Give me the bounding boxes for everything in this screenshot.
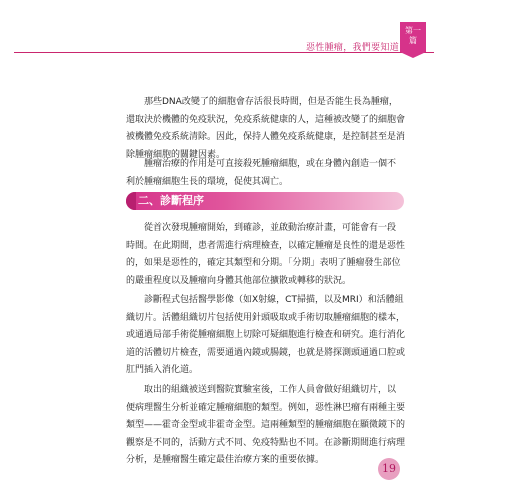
paragraph-line: 時間。在此期間，患者需進行病理檢查，以確定腫瘤是良性的還是惡性	[126, 240, 406, 251]
paragraph-dna-immune	[126, 94, 410, 164]
section-heading-edge	[126, 192, 136, 210]
paragraph-line: 分析，是腫瘤醫生確定最佳治療方案的重要依據。	[126, 455, 325, 466]
paragraph-line: 診斷程式包括醫學影像（如X射線，CT掃描，以及MRI）和活體組	[144, 295, 404, 305]
page-number: 19	[378, 458, 400, 480]
paragraph-line: 道的活體切片檢查，需要通過內鏡或腸鏡，也就是將探測頭通過口腔或	[126, 347, 406, 358]
paragraph-line: 的，如果是惡性的，確定其類型和分期。「分期」表明了腫瘤發生部位	[126, 258, 401, 269]
paragraph-line: 類型——霍奇金型或非霍奇金型。這兩種類型的腫瘤細胞在顯微鏡下的	[126, 420, 406, 431]
paragraph-line: 觀察是不同的，活動方式不同、免疫特點也不同。在診斷期間進行病理	[126, 437, 406, 448]
paragraph-line: 那些DNA改變了的細胞會存活很長時間，但是否能生長為腫瘤，	[144, 97, 398, 107]
paragraph-treatment-role	[126, 156, 410, 191]
paragraph-line: 被機體免疫系統清除。因此，保持人體免疫系統健康，是控制甚至是消	[126, 132, 406, 143]
paragraph-diagnostic-procedures	[126, 292, 410, 380]
paragraph-lab-analysis	[126, 382, 410, 470]
chapter-badge	[400, 22, 426, 52]
paragraph-line: 的嚴重程度以及腫瘤向身體其他部位擴散或轉移的狀況。	[126, 275, 352, 286]
paragraph-line: 織切片。活體組織切片包括使用針頭吸取或手術切取腫瘤細胞的樣本，	[126, 312, 406, 323]
section-heading-title: 二、診斷程序	[138, 194, 204, 207]
chapter-badge-line1: 第一	[405, 26, 421, 35]
section-heading	[126, 192, 404, 210]
paragraph-line: 便病理醫生分析並確定腫瘤細胞的類型。例如，惡性淋巴瘤有兩種主要	[126, 402, 406, 413]
paragraph-diagnosis-period	[126, 220, 410, 290]
chapter-badge-line2: 篇	[409, 36, 417, 45]
paragraph-line: 利於腫瘤細胞生長的環境，促使其凋亡。	[126, 176, 289, 187]
paragraph-line: 腫瘤治療的作用是可直接殺死腫瘤細胞，或在身體內創造一個不	[144, 159, 397, 169]
paragraph-line: 取出的組織被送到醫院實驗室後，工作人員會做好組織切片，以	[144, 385, 397, 395]
paragraph-line: 還取決於機體的免疫狀況，免疫系統健康的人，這種被改變了的細胞會	[126, 114, 406, 125]
paragraph-line: 肛門插入消化道。	[126, 365, 199, 376]
header-rule	[14, 52, 434, 53]
paragraph-line: 從首次發現腫瘤開始，到確診，並啟動治療計畫，可能會有一段	[144, 223, 397, 233]
paragraph-line: 或通過局部手術從腫瘤細胞上切除可疑細胞進行檢查和研究。進行消化	[126, 330, 406, 341]
running-header-title: 惡性腫瘤，我們要知道	[306, 43, 400, 53]
paragraph-line: 除腫瘤細胞的關鍵因素。	[126, 149, 226, 160]
